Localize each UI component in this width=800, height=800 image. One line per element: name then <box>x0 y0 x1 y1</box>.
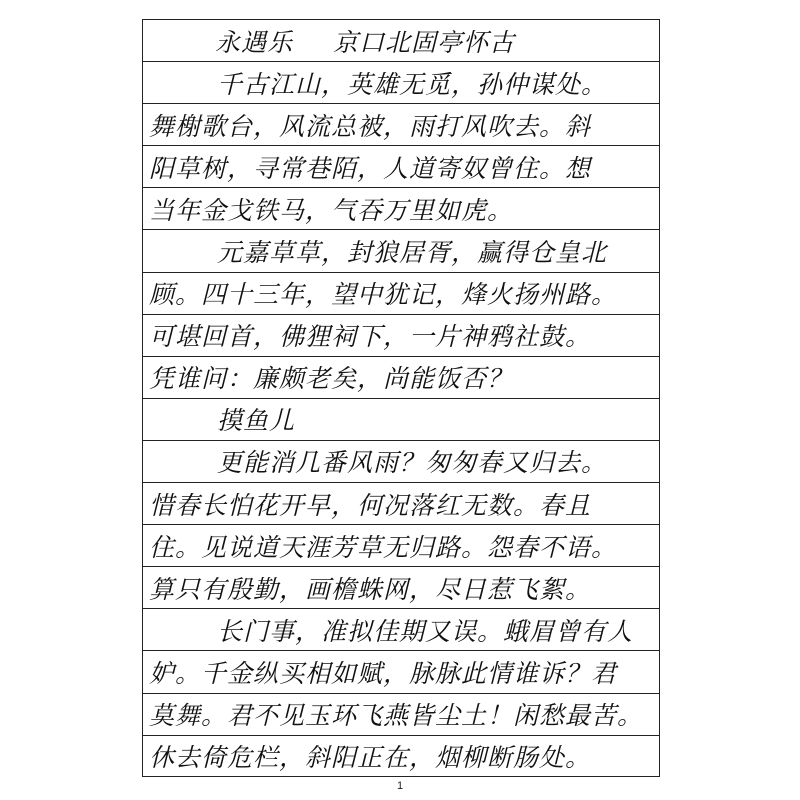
writing-grid <box>142 19 660 777</box>
poem2-line-2: 惜春长怕花开早，何况落红无数。春且 <box>143 482 659 524</box>
poem2-line-5: 长门事，准拟佳期又误。蛾眉曾有人 <box>143 608 659 650</box>
poem1-line-5: 元嘉草草，封狼居胥，赢得仓皇北 <box>143 229 659 271</box>
poem2-tune: 摸鱼儿 <box>143 398 659 440</box>
poem1-heading <box>143 19 659 61</box>
poem1-tune: 永遇乐 <box>215 27 294 57</box>
poem1-line-1: 千古江山，英雄无觅，孙仲谋处。 <box>143 61 659 103</box>
page-number: 1 <box>396 780 404 792</box>
poem1-line-6: 顾。四十三年，望中犹记，烽火扬州路。 <box>143 272 659 314</box>
poem2-line-6: 妒。千金纵买相如赋，脉脉此情谁诉？君 <box>143 650 659 692</box>
poem1-line-8: 凭谁问：廉颇老矣，尚能饭否？ <box>143 356 659 398</box>
poem1-line-7: 可堪回首，佛狸祠下，一片神鸦社鼓。 <box>143 314 659 356</box>
poem2-line-7: 莫舞。君不见玉环飞燕皆尘土！闲愁最苦。 <box>143 693 659 735</box>
poem1-line-3: 阳草树，寻常巷陌，人道寄奴曾住。想 <box>143 145 659 187</box>
poem1-line-4: 当年金戈铁马，气吞万里如虎。 <box>143 187 659 229</box>
poem2-line-4: 算只有殷勤，画檐蛛网，尽日惹飞絮。 <box>143 566 659 608</box>
poem1-line-2: 舞榭歌台，风流总被，雨打风吹去。斜 <box>143 103 659 145</box>
poem2-line-3: 住。见说道天涯芳草无归路。怨春不语。 <box>143 524 659 566</box>
poem1-title: 京口北固亭怀古 <box>333 27 516 57</box>
poem2-line-8: 休去倚危栏，斜阳正在，烟柳断肠处。 <box>143 735 659 777</box>
poem2-line-1: 更能消几番风雨？匆匆春又归去。 <box>143 440 659 482</box>
